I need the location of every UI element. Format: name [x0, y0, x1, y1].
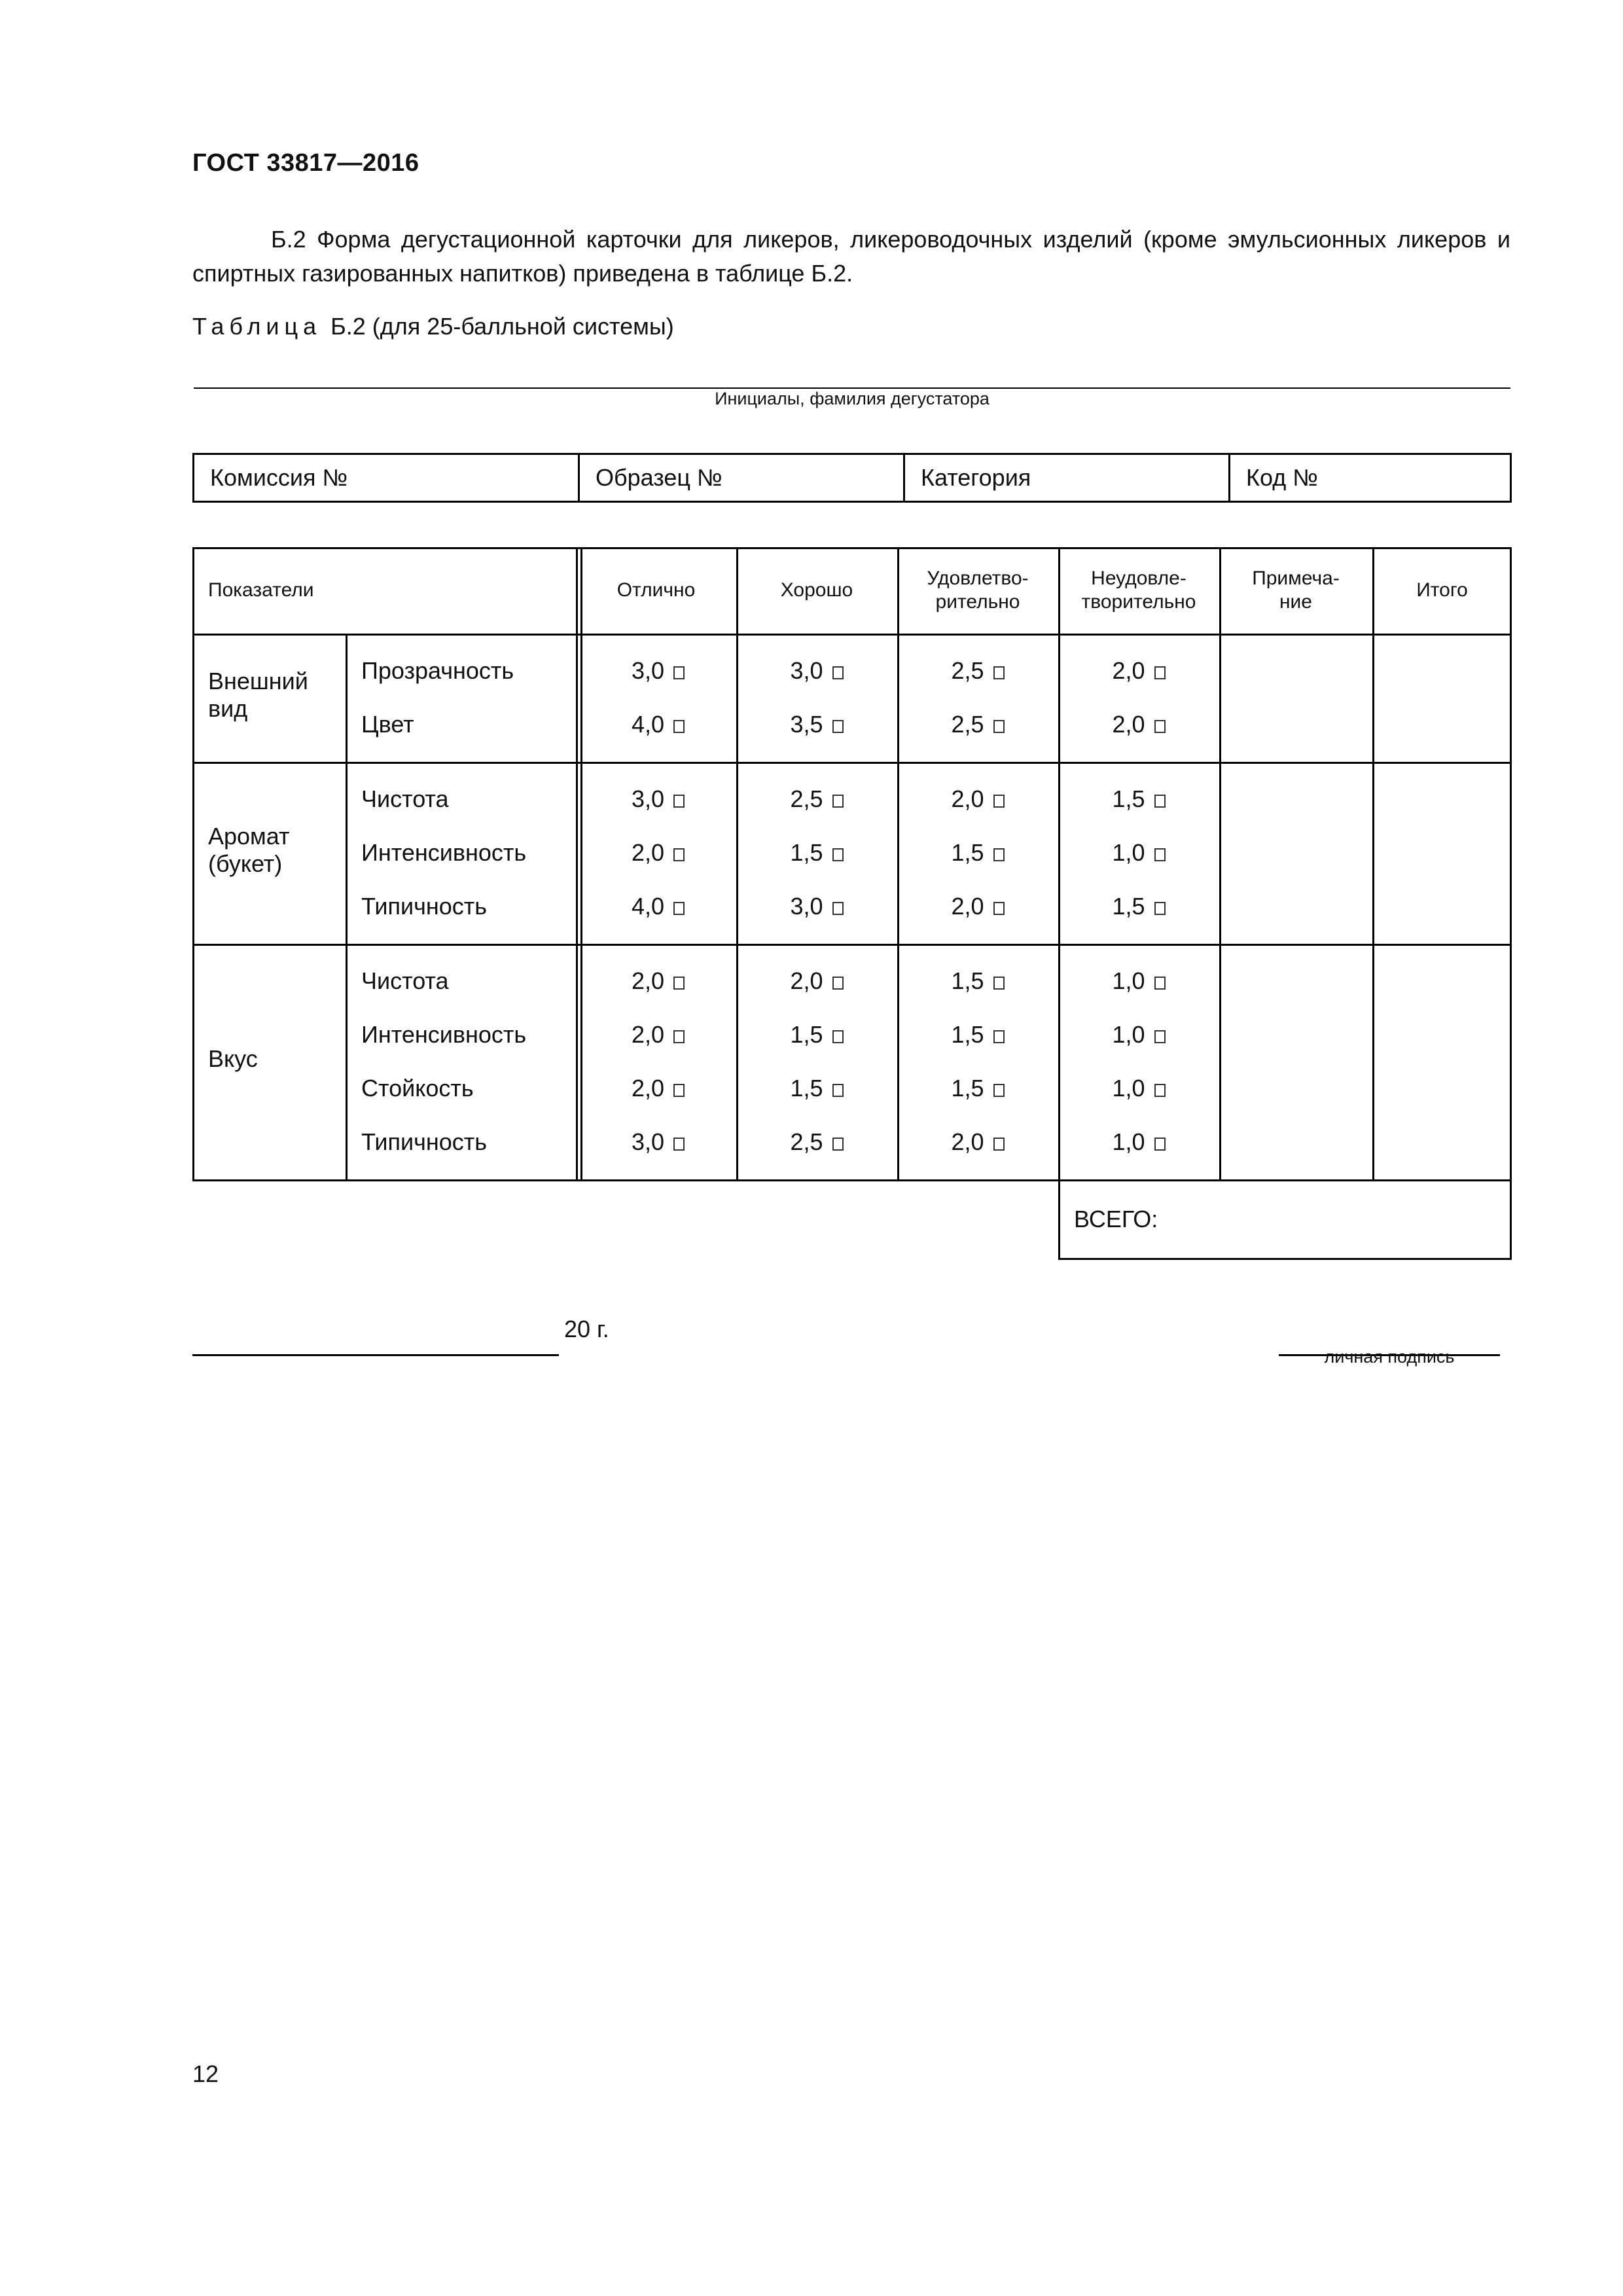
column-header-satisfactory: Удовлетво- рительно [927, 567, 1029, 613]
score-value: 1,5 [951, 967, 984, 994]
indicator-label: Типичность [361, 893, 488, 920]
checkbox-icon[interactable] [832, 902, 844, 915]
score-option[interactable] [897, 711, 1058, 738]
score-option[interactable] [897, 967, 1058, 995]
checkbox-icon[interactable] [673, 1138, 685, 1151]
total-box-right [1510, 1179, 1512, 1260]
column-divider [1219, 547, 1221, 1181]
total-box-bottom [1058, 1258, 1512, 1260]
indicator-label: Прозрачность [361, 657, 514, 684]
column-header-indicators: Показатели [208, 579, 314, 601]
score-option[interactable] [1058, 657, 1219, 685]
checkbox-icon[interactable] [1154, 848, 1166, 861]
score-option[interactable] [897, 1021, 1058, 1049]
score-option[interactable] [736, 711, 897, 738]
score-option[interactable] [580, 839, 736, 867]
checkbox-icon[interactable] [993, 795, 1005, 808]
score-value: 2,0 [951, 1128, 984, 1155]
checkbox-icon[interactable] [832, 1138, 844, 1151]
score-value: 2,0 [631, 839, 665, 866]
checkbox-icon[interactable] [673, 1030, 685, 1043]
checkbox-icon[interactable] [1154, 795, 1166, 808]
table-caption-word: Таблица [192, 313, 322, 340]
score-option[interactable] [736, 785, 897, 813]
score-value: 2,5 [951, 657, 984, 684]
score-value: 2,0 [951, 893, 984, 920]
column-divider [346, 634, 348, 1179]
checkbox-icon[interactable] [1154, 977, 1166, 990]
score-option[interactable] [580, 1128, 736, 1156]
page-number: 12 [192, 2060, 219, 2087]
column-header-total: Итого [1416, 579, 1468, 601]
checkbox-icon[interactable] [1154, 1138, 1166, 1151]
score-value: 1,5 [951, 1075, 984, 1102]
checkbox-icon[interactable] [1154, 666, 1166, 679]
checkbox-icon[interactable] [993, 977, 1005, 990]
score-option[interactable] [1058, 893, 1219, 920]
score-value: 3,5 [790, 711, 823, 738]
checkbox-icon[interactable] [832, 666, 844, 679]
score-value: 1,0 [1112, 839, 1145, 866]
score-option[interactable] [736, 1075, 897, 1102]
group-label: Аромат (букет) [208, 823, 290, 877]
signature-label: личная подпись [1324, 1347, 1455, 1367]
commission-field[interactable]: Комиссия № [210, 464, 348, 491]
score-option[interactable] [897, 785, 1058, 813]
score-value: 1,5 [790, 1021, 823, 1048]
score-value: 1,5 [790, 1075, 823, 1102]
score-option[interactable] [1058, 839, 1219, 867]
column-header-unsatisfactory: Неудовле- творительно [1081, 567, 1196, 613]
score-option[interactable] [897, 1128, 1058, 1156]
table-caption-text: Б.2 (для 25-балльной системы) [330, 313, 674, 340]
column-header-good: Хорошо [780, 579, 853, 601]
date-line[interactable] [192, 1354, 559, 1356]
score-option[interactable] [1058, 1128, 1219, 1156]
score-value: 2,0 [631, 1075, 665, 1102]
table-right-border [1510, 547, 1512, 1181]
checkbox-icon[interactable] [673, 1084, 685, 1097]
score-option[interactable] [580, 1075, 736, 1102]
score-value: 1,5 [790, 839, 823, 866]
total-label[interactable]: ВСЕГО: [1074, 1206, 1158, 1232]
checkbox-icon[interactable] [993, 720, 1005, 733]
table-left-border [192, 547, 194, 1181]
column-divider [1058, 547, 1060, 1181]
total-box-left [1058, 1179, 1060, 1260]
score-value: 2,5 [790, 785, 823, 812]
checkbox-icon[interactable] [832, 977, 844, 990]
column-divider [1372, 547, 1374, 1181]
score-value: 1,5 [951, 839, 984, 866]
score-value: 2,0 [1112, 657, 1145, 684]
score-value: 1,0 [1112, 1075, 1145, 1102]
score-value: 3,0 [631, 657, 665, 684]
score-option[interactable] [1058, 711, 1219, 738]
column-divider [897, 547, 899, 1181]
date-year-suffix: 20 г. [564, 1316, 609, 1342]
score-option[interactable] [1058, 1075, 1219, 1102]
score-option[interactable] [736, 1021, 897, 1049]
indicator-label: Чистота [361, 967, 449, 994]
score-option[interactable] [1058, 967, 1219, 995]
checkbox-icon[interactable] [1154, 720, 1166, 733]
document-title: ГОСТ 33817—2016 [192, 149, 419, 177]
category-field[interactable]: Категория [921, 464, 1031, 491]
score-value: 1,5 [1112, 893, 1145, 920]
group-label: Вкус [208, 1045, 258, 1072]
score-option[interactable] [897, 839, 1058, 867]
intro-paragraph: Б.2 Форма дегустационной карточки для ликеров, ликероводочных изделий (кроме эмульсионных ликеров и спиртных газированных напитков) приведена в таблице Б.2. [192, 226, 1510, 287]
score-option[interactable] [736, 839, 897, 867]
score-option[interactable] [580, 967, 736, 995]
score-value: 2,0 [631, 967, 665, 994]
score-value: 2,5 [951, 711, 984, 738]
checkbox-icon[interactable] [673, 666, 685, 679]
checkbox-icon[interactable] [673, 795, 685, 808]
score-value: 3,0 [790, 657, 823, 684]
checkbox-icon[interactable] [673, 977, 685, 990]
score-value: 2,5 [790, 1128, 823, 1155]
score-value: 2,0 [790, 967, 823, 994]
score-value: 1,0 [1112, 1128, 1145, 1155]
column-divider [580, 547, 582, 1181]
score-option[interactable] [580, 711, 736, 738]
column-divider [736, 547, 738, 1181]
score-value: 3,0 [631, 1128, 665, 1155]
checkbox-icon[interactable] [832, 1084, 844, 1097]
checkbox-icon[interactable] [1154, 1084, 1166, 1097]
checkbox-icon[interactable] [832, 720, 844, 733]
indicator-label: Интенсивность [361, 839, 527, 866]
score-value: 2,0 [1112, 711, 1145, 738]
checkbox-icon[interactable] [993, 666, 1005, 679]
score-option[interactable] [736, 1128, 897, 1156]
score-option[interactable] [736, 657, 897, 685]
checkbox-icon[interactable] [993, 1084, 1005, 1097]
checkbox-icon[interactable] [993, 848, 1005, 861]
score-option[interactable] [580, 785, 736, 813]
indicator-label: Интенсивность [361, 1021, 527, 1048]
score-option[interactable] [1058, 1021, 1219, 1049]
checkbox-icon[interactable] [832, 848, 844, 861]
indicator-label: Типичность [361, 1128, 488, 1155]
checkbox-icon[interactable] [673, 848, 685, 861]
table-top-border [192, 547, 1512, 549]
score-option[interactable] [897, 1075, 1058, 1102]
score-option[interactable] [897, 893, 1058, 920]
group-divider [192, 944, 1512, 946]
checkbox-icon[interactable] [1154, 902, 1166, 915]
score-option[interactable] [580, 1021, 736, 1049]
checkbox-icon[interactable] [1154, 1030, 1166, 1043]
checkbox-icon[interactable] [832, 1030, 844, 1043]
column-header-note: Примеча- ние [1252, 567, 1340, 613]
score-value: 1,0 [1112, 1021, 1145, 1048]
score-option[interactable] [580, 657, 736, 685]
code-field[interactable]: Код № [1246, 464, 1318, 491]
score-option[interactable] [1058, 785, 1219, 813]
table-header-divider [192, 634, 1512, 636]
checkbox-icon[interactable] [993, 1138, 1005, 1151]
score-option[interactable] [580, 893, 736, 920]
indicator-label: Стойкость [361, 1075, 474, 1102]
score-value: 1,5 [951, 1021, 984, 1048]
table-bottom-border [192, 1179, 1512, 1181]
checkbox-icon[interactable] [673, 902, 685, 915]
score-value: 3,0 [790, 893, 823, 920]
sample-info-box [192, 453, 1512, 503]
score-option[interactable] [897, 657, 1058, 685]
group-divider [192, 762, 1512, 764]
score-value: 2,0 [631, 1021, 665, 1048]
checkbox-icon[interactable] [832, 795, 844, 808]
checkbox-icon[interactable] [673, 720, 685, 733]
score-value: 4,0 [631, 711, 665, 738]
table-caption [192, 313, 674, 340]
indicator-label: Цвет [361, 711, 414, 738]
score-value: 2,0 [951, 785, 984, 812]
taster-name-label: Инициалы, фамилия дегустатора [715, 389, 990, 408]
score-option[interactable] [736, 967, 897, 995]
score-value: 4,0 [631, 893, 665, 920]
sample-field[interactable]: Образец № [596, 464, 722, 491]
column-divider [576, 547, 578, 1181]
score-value: 1,5 [1112, 785, 1145, 812]
checkbox-icon[interactable] [993, 1030, 1005, 1043]
column-header-excellent: Отлично [616, 579, 696, 601]
indicator-label: Чистота [361, 785, 449, 812]
checkbox-icon[interactable] [993, 902, 1005, 915]
score-option[interactable] [736, 893, 897, 920]
group-label: Внешний вид [208, 668, 308, 722]
score-value: 1,0 [1112, 967, 1145, 994]
score-value: 3,0 [631, 785, 665, 812]
